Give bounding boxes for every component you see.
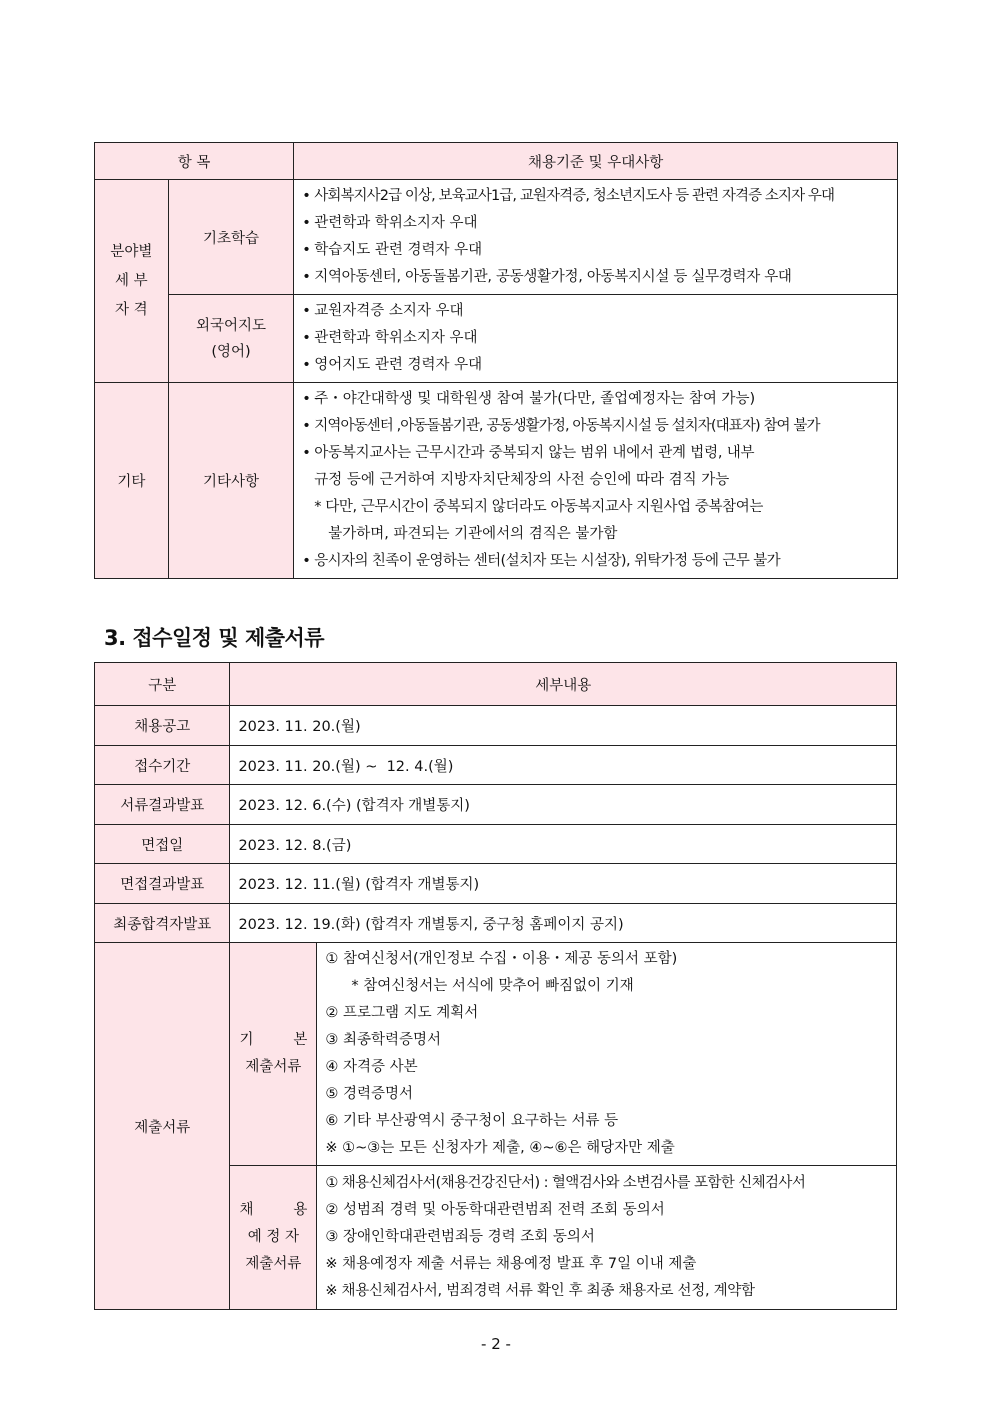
row-value: 2023. 12. 11.(월) (합격자 개별통지) [230, 864, 897, 904]
list-item: • 아동복지교사는 근무시간과 중복되지 않는 범위 내에서 관계 법령, 내부 [302, 440, 889, 467]
planned-documents-label [230, 1166, 317, 1310]
basic-documents-list [317, 943, 897, 1166]
other-criteria [294, 383, 898, 579]
list-item: • 관련학과 학위소지자 우대 [302, 325, 889, 352]
planned-label-char2: 용 [293, 1202, 308, 1218]
planned-label-line2: 예 정 자 [247, 1229, 300, 1245]
list-item-continuation: 규정 등에 근거하여 지방자치단체장의 사전 승인에 따라 겸직 가능 [314, 472, 730, 488]
list-item: • 학습지도 관련 경력자 우대 [302, 237, 889, 264]
list-item: ※ 채용예정자 제출 서류는 채용예정 발표 후 7일 이내 제출 [325, 1256, 697, 1272]
foreign-language-criteria [294, 295, 898, 383]
list-item: • 주・야간대학생 및 대학원생 참여 불가(다만, 졸업예정자는 참여 가능) [302, 386, 889, 413]
row-value: 2023. 12. 19.(화) (합격자 개별통지, 중구청 홈페이지 공지) [230, 904, 897, 943]
header-details: 세부내용 [230, 663, 897, 706]
row-label: 면접일 [95, 825, 230, 864]
list-item: ※ 채용신체검사서, 범죄경력 서류 확인 후 최종 채용자로 선정, 계약함 [325, 1283, 755, 1299]
other-label: 기타사항 [168, 383, 294, 579]
row-label: 채용공고 [95, 706, 230, 746]
basic-documents-label [230, 943, 317, 1166]
header-criteria: 채용기준 및 우대사항 [294, 143, 898, 180]
list-item: ※ ①~③는 모든 신청자가 제출, ④~⑥은 해당자만 제출 [325, 1140, 675, 1156]
row-value: 2023. 11. 20.(월) ~ 12. 4.(월) [230, 746, 897, 785]
list-item: • 지역아동센터 ,아동돌봄기관, 공동생활가정, 아동복지시설 등 설치자(대표자) 참여 불가 [302, 413, 889, 440]
basic-learning-label: 기초학습 [168, 180, 294, 295]
other-category: 기타 [95, 383, 169, 579]
planned-label-line3: 제출서류 [245, 1256, 302, 1272]
planned-documents-list [317, 1166, 897, 1310]
row-value: 2023. 11. 20.(월) [230, 706, 897, 746]
list-item: ④ 자격증 사본 [325, 1059, 418, 1075]
schedule-table [94, 662, 897, 1310]
note-line: * 참여신청서는 서식에 맞추어 빠짐없이 기재 [351, 978, 634, 994]
basic-label-line2: 제출서류 [245, 1059, 302, 1075]
note-line-continuation: 불가하며, 파견되는 기관에서의 겸직은 불가함 [328, 526, 618, 542]
note-line: * 다만, 근무시간이 중복되지 않더라도 아동복지교사 지원사업 중복참여는 [314, 499, 763, 515]
list-item: • 영어지도 관련 경력자 우대 [302, 352, 889, 379]
list-item: ③ 장애인학대관련범죄등 경력 조회 동의서 [325, 1229, 595, 1245]
category-field-detail [95, 180, 169, 383]
row-label: 접수기간 [95, 746, 230, 785]
section-heading: 3. 접수일정 및 제출서류 [104, 626, 325, 650]
list-item: ① 채용신체검사서(채용건강진단서) : 혈액검사와 소변검사를 포함한 신체검사서 [325, 1175, 806, 1191]
planned-label-char1: 채 [239, 1202, 254, 1218]
list-item: • 관련학과 학위소지자 우대 [302, 210, 889, 237]
list-item: • 응시자의 친족이 운영하는 센터(설치자 또는 시설장), 위탁가정 등에 근무 불가 [302, 548, 889, 575]
page-number: - 2 - [481, 1335, 511, 1353]
category-field-label: 분야별 세 부 자 격 [110, 243, 153, 318]
foreign-language-label-line1: 외국어지도 [195, 317, 266, 334]
list-item: ② 성범죄 경력 및 아동학대관련범죄 전력 조회 동의서 [325, 1202, 665, 1218]
basic-label-char2: 본 [293, 1032, 308, 1048]
row-value: 2023. 12. 6.(수) (합격자 개별통지) [230, 785, 897, 825]
header-item: 항 목 [95, 143, 294, 180]
row-label: 서류결과발표 [95, 785, 230, 825]
row-value: 2023. 12. 8.(금) [230, 825, 897, 864]
foreign-language-label [168, 295, 294, 383]
basic-label-char1: 기 [239, 1032, 254, 1048]
criteria-table [94, 142, 898, 579]
list-item: ③ 최종학력증명서 [325, 1032, 442, 1048]
foreign-language-label-line2: (영어) [211, 343, 251, 360]
list-item: • 교원자격증 소지자 우대 [302, 298, 889, 325]
list-item: • 사회복지사2급 이상, 보육교사1급, 교원자격증, 청소년지도사 등 관련 자격증 소지자 우대 [302, 183, 889, 210]
documents-label: 제출서류 [95, 943, 230, 1310]
list-item: ② 프로그램 지도 계획서 [325, 1005, 479, 1021]
list-item: ⑤ 경력증명서 [325, 1086, 414, 1102]
list-item: ⑥ 기타 부산광역시 중구청이 요구하는 서류 등 [325, 1113, 619, 1129]
list-item: • 지역아동센터, 아동돌봄기관, 공동생활가정, 아동복지시설 등 실무경력자 우대 [302, 264, 889, 291]
basic-learning-criteria [294, 180, 898, 295]
row-label: 최종합격자발표 [95, 904, 230, 943]
header-category: 구분 [95, 663, 230, 706]
list-item: ① 참여신청서(개인정보 수집・이용・제공 동의서 포함) [325, 951, 678, 967]
row-label: 면접결과발표 [95, 864, 230, 904]
